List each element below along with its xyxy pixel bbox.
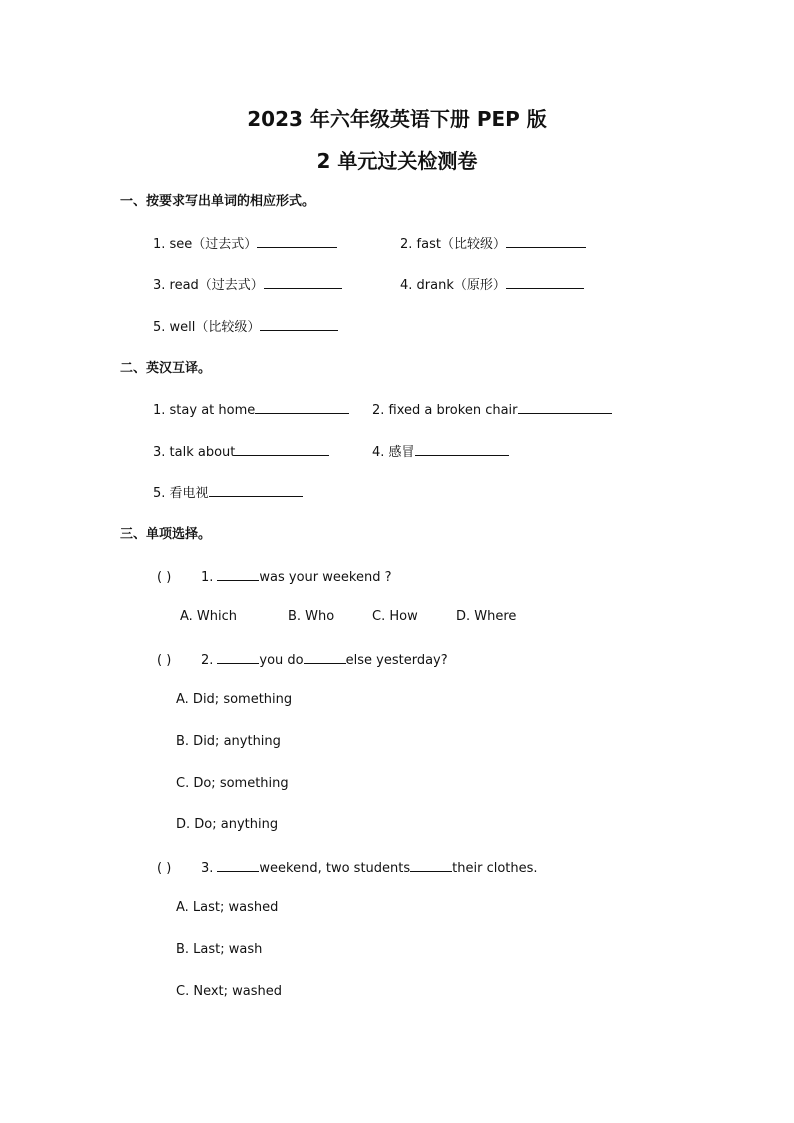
question-text: weekend, two students — [259, 861, 411, 876]
option[interactable]: D. Where — [456, 609, 517, 624]
section-1-heading: 一、按要求写出单词的相应形式。 — [120, 194, 316, 209]
question-text: 4. drank（原形） — [400, 278, 506, 293]
question-text: 5. 看电视 — [153, 486, 209, 501]
option[interactable]: C. Do; something — [176, 776, 289, 791]
page-title: 2023 年六年级英语下册 PEP 版 — [247, 107, 547, 131]
question-item — [153, 276, 342, 294]
section-2-heading: 二、英汉互译。 — [120, 361, 212, 376]
option[interactable]: B. Last; wash — [176, 942, 263, 957]
question-text: 1. stay at home — [153, 403, 256, 418]
question-number: 2. — [201, 653, 214, 668]
question-item — [153, 235, 337, 253]
answer-paren[interactable]: ( ) — [157, 570, 172, 585]
option[interactable]: A. Which — [180, 609, 238, 624]
answer-blank[interactable] — [217, 568, 259, 581]
question-number: 3. — [201, 861, 214, 876]
answer-blank[interactable] — [410, 859, 452, 872]
option[interactable]: A. Did; something — [176, 692, 293, 707]
option[interactable]: A. Last; washed — [176, 900, 279, 915]
answer-blank[interactable] — [235, 443, 329, 456]
question-number: 1. — [201, 570, 214, 585]
question-text: 2. fast（比较级） — [400, 237, 506, 252]
question-item — [400, 276, 584, 294]
page-subtitle: 2 单元过关检测卷 — [316, 149, 478, 173]
question-text: was your weekend ? — [259, 570, 392, 585]
option[interactable]: B. Who — [288, 609, 335, 624]
answer-blank[interactable] — [264, 276, 342, 289]
question-text: 3. talk about — [153, 445, 236, 460]
mc-question-1 — [157, 568, 392, 586]
option[interactable]: B. Did; anything — [176, 734, 281, 749]
answer-blank[interactable] — [217, 651, 259, 664]
answer-blank[interactable] — [506, 235, 586, 248]
answer-blank[interactable] — [518, 401, 612, 414]
answer-paren[interactable]: ( ) — [157, 653, 172, 668]
answer-blank[interactable] — [304, 651, 346, 664]
option[interactable]: C. How — [372, 609, 418, 624]
question-item — [153, 401, 349, 419]
question-text: their clothes. — [452, 861, 538, 876]
mc-question-3 — [157, 859, 538, 877]
answer-blank[interactable] — [255, 401, 349, 414]
question-text: else yesterday? — [345, 653, 448, 668]
question-text: 5. well（比较级） — [153, 320, 261, 335]
answer-blank[interactable] — [257, 235, 337, 248]
question-item — [153, 484, 303, 502]
question-item — [372, 401, 612, 419]
question-item — [400, 235, 586, 253]
question-text: 4. 感冒 — [372, 445, 415, 460]
question-text: 1. see（过去式） — [153, 237, 258, 252]
answer-blank[interactable] — [260, 318, 338, 331]
question-item — [153, 443, 329, 461]
section-3-heading: 三、单项选择。 — [120, 527, 212, 542]
answer-blank[interactable] — [415, 443, 509, 456]
option[interactable]: D. Do; anything — [176, 817, 279, 832]
mc-question-2 — [157, 651, 448, 669]
answer-blank[interactable] — [209, 484, 303, 497]
question-text: 3. read（过去式） — [153, 278, 264, 293]
answer-blank[interactable] — [506, 276, 584, 289]
option[interactable]: C. Next; washed — [176, 984, 282, 999]
question-text: 2. fixed a broken chair — [372, 403, 518, 418]
question-item — [372, 443, 509, 461]
question-item — [153, 318, 338, 336]
answer-blank[interactable] — [217, 859, 259, 872]
answer-paren[interactable]: ( ) — [157, 861, 172, 876]
question-text: you do — [259, 653, 304, 668]
